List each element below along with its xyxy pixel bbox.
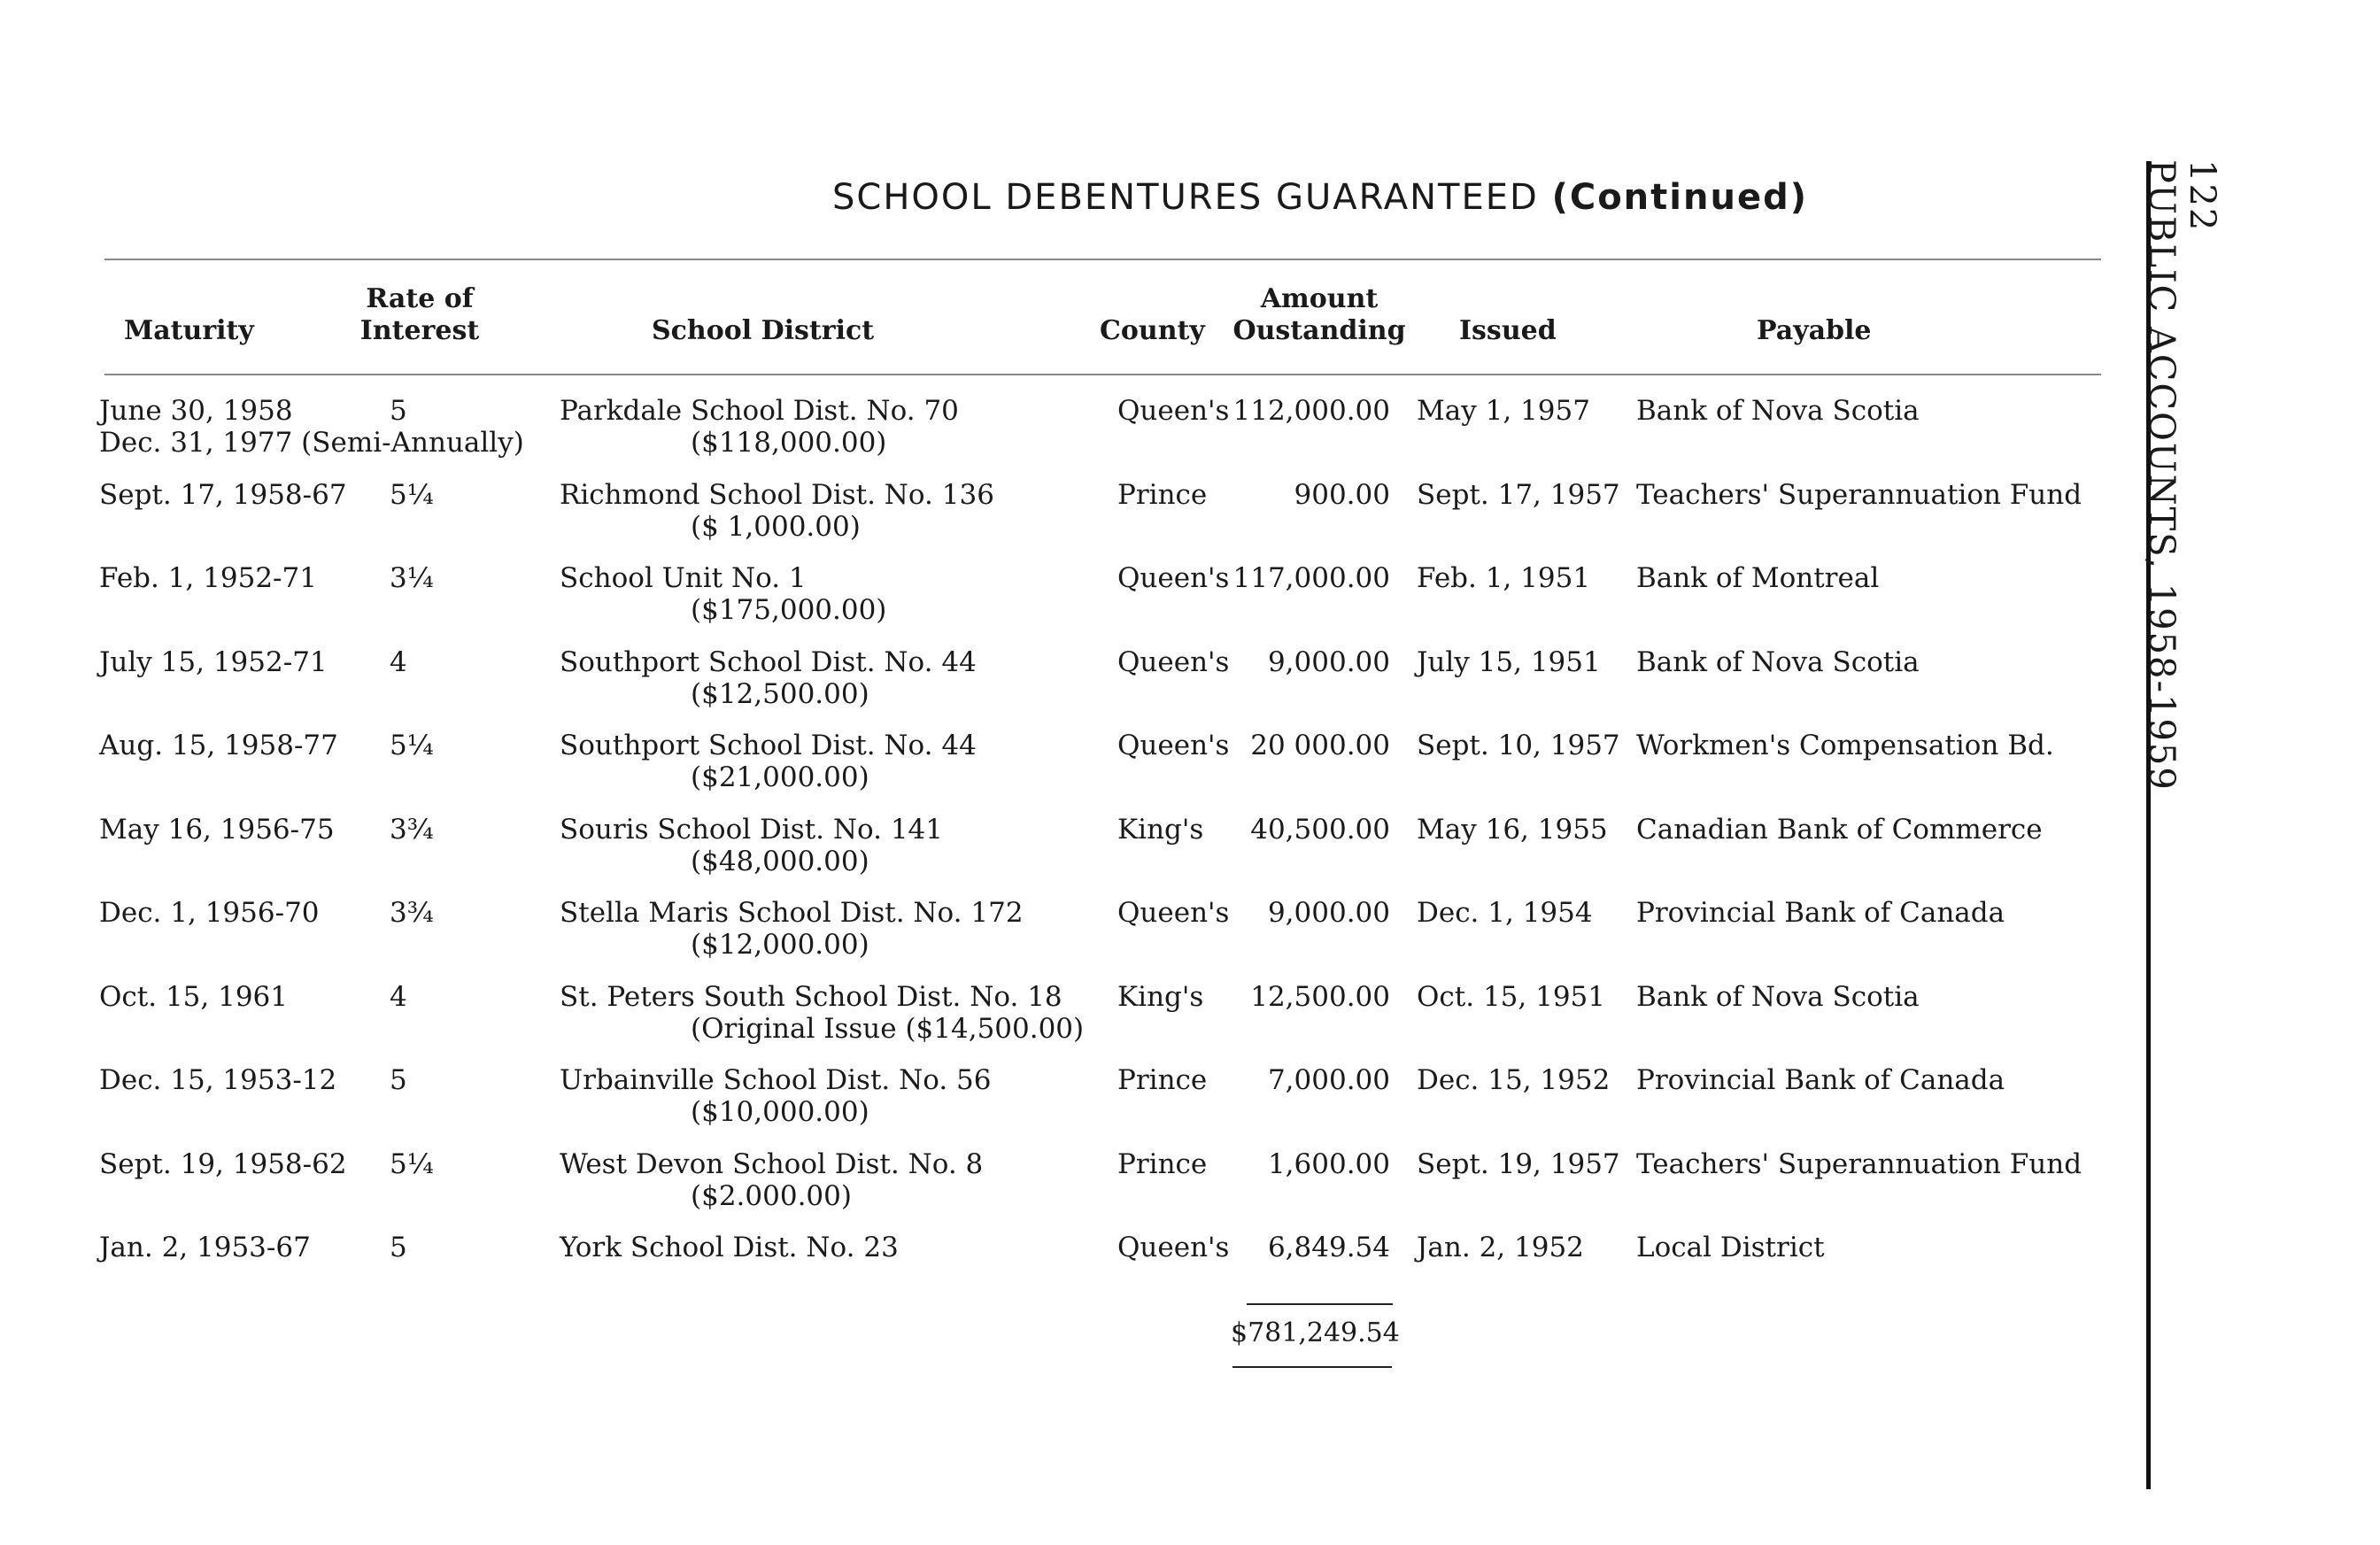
page-title	[832, 177, 1895, 218]
table-row	[0, 395, 2380, 475]
issued-cell: Jan. 2, 1952	[1417, 1232, 1584, 1263]
school-district-cell: Parkdale School Dist. No. 70	[560, 395, 959, 427]
original-issue-cell: ($48,000.00)	[691, 845, 869, 877]
maturity-cell: Sept. 17, 1958-67	[99, 478, 347, 511]
rate-cell: 4	[390, 645, 407, 678]
payable-cell: Teachers' Superannuation Fund	[1636, 1147, 2082, 1180]
county-cell: Queen's	[1117, 897, 1230, 929]
original-issue-cell: ($21,000.00)	[691, 761, 869, 793]
original-issue-cell: ($118,000.00)	[691, 427, 887, 459]
county-cell: Queen's	[1117, 645, 1230, 678]
payable-cell: Workmen's Compensation Bd.	[1636, 730, 2054, 761]
original-issue-cell: ($ 1,000.00)	[691, 510, 861, 543]
payable-cell: Bank of Montreal	[1636, 562, 1880, 594]
payable-cell: Provincial Bank of Canada	[1636, 897, 2005, 929]
amount-outstanding-cell: 900.00	[1294, 478, 1390, 511]
payable-cell: Canadian Bank of Commerce	[1636, 813, 2043, 846]
table-row	[0, 1232, 2380, 1311]
amount-outstanding-cell: 1,600.00	[1267, 1147, 1390, 1180]
county-cell: Prince	[1117, 1064, 1208, 1096]
amount-outstanding-cell: 112,000.00	[1232, 395, 1390, 427]
maturity-cell: Sept. 19, 1958-62	[99, 1147, 347, 1180]
header-top-rule	[104, 259, 2101, 260]
header-bottom-rule	[104, 374, 2101, 375]
maturity-second-line-cell: Dec. 31, 1977 (Semi-Annually)	[99, 427, 524, 459]
running-head	[2141, 159, 2222, 1133]
county-cell: Prince	[1117, 478, 1208, 511]
school-district-cell: School Unit No. 1	[560, 562, 807, 594]
school-district-cell: Southport School Dist. No. 44	[560, 730, 977, 761]
school-district-cell: Richmond School Dist. No. 136	[560, 478, 994, 511]
payable-cell: Bank of Nova Scotia	[1636, 645, 1920, 678]
rate-cell: 5	[390, 1232, 407, 1263]
amount-outstanding-cell: 7,000.00	[1267, 1064, 1390, 1096]
issued-cell: Oct. 15, 1951	[1417, 980, 1605, 1013]
rate-cell: 3¾	[390, 897, 434, 929]
table-row	[0, 646, 2380, 726]
table-row	[0, 897, 2380, 977]
table-row	[0, 814, 2380, 893]
title-continued: (Continued)	[1551, 177, 1808, 218]
title-main: SCHOOL DEBENTURES GUARANTEED	[832, 177, 1539, 218]
amount-outstanding-cell: 117,000.00	[1232, 562, 1390, 594]
rate-cell: 5	[390, 395, 407, 427]
issued-cell: Dec. 15, 1952	[1417, 1064, 1611, 1096]
school-district-cell: York School Dist. No. 23	[560, 1232, 899, 1263]
table-row	[0, 562, 2380, 642]
payable-cell: Bank of Nova Scotia	[1636, 395, 1920, 427]
original-issue-cell: ($10,000.00)	[691, 1096, 869, 1128]
header-rate-line2: Interest	[359, 315, 480, 346]
county-cell: Queen's	[1117, 730, 1230, 761]
payable-cell: Teachers' Superannuation Fund	[1636, 478, 2082, 511]
issued-cell: Feb. 1, 1951	[1417, 562, 1591, 594]
school-district-cell: Urbainville School Dist. No. 56	[560, 1064, 992, 1096]
table-row	[0, 479, 2380, 559]
amount-outstanding-cell: 9,000.00	[1267, 897, 1390, 929]
maturity-cell: Aug. 15, 1958-77	[99, 730, 338, 761]
rate-cell: 5	[390, 1064, 407, 1096]
maturity-cell: June 30, 1958	[99, 395, 293, 427]
county-cell: King's	[1117, 980, 1204, 1013]
issued-cell: Sept. 17, 1957	[1417, 478, 1620, 511]
payable-cell: Bank of Nova Scotia	[1636, 980, 1920, 1013]
amount-outstanding-cell: 20 000.00	[1250, 730, 1390, 761]
payable-cell: Local District	[1636, 1232, 1825, 1263]
amount-outstanding-cell: 9,000.00	[1267, 645, 1390, 678]
county-cell: Queen's	[1117, 395, 1230, 427]
original-issue-cell: ($12,000.00)	[691, 929, 869, 961]
original-issue-cell: ($2.000.00)	[691, 1179, 852, 1212]
header-rate	[358, 283, 482, 347]
header-rate-line1: Rate of	[366, 283, 474, 314]
table-row	[0, 1148, 2380, 1228]
maturity-cell: Dec. 1, 1956-70	[99, 897, 320, 929]
table-row	[0, 730, 2380, 809]
header-county: County	[1100, 315, 1205, 346]
total-rule-bottom	[1232, 1366, 1392, 1368]
amount-outstanding-cell: 6,849.54	[1267, 1232, 1390, 1263]
maturity-cell: July 15, 1952-71	[99, 645, 328, 678]
school-district-cell: Stella Maris School Dist. No. 172	[560, 897, 1024, 929]
rate-cell: 5¼	[390, 478, 434, 511]
issued-cell: July 15, 1951	[1417, 645, 1601, 678]
school-district-cell: St. Peters South School Dist. No. 18	[560, 980, 1062, 1013]
header-issued: Issued	[1459, 315, 1557, 346]
county-cell: King's	[1117, 813, 1204, 846]
total-rule-top	[1247, 1303, 1393, 1305]
table-row	[0, 981, 2380, 1061]
header-payable: Payable	[1757, 315, 1872, 346]
maturity-cell: Jan. 2, 1953-67	[99, 1232, 311, 1263]
issued-cell: Dec. 1, 1954	[1417, 897, 1593, 929]
maturity-cell: Dec. 15, 1953-12	[99, 1064, 337, 1096]
issued-cell: May 16, 1955	[1417, 813, 1608, 846]
original-issue-cell: ($12,500.00)	[691, 677, 869, 710]
school-district-cell: Souris School Dist. No. 141	[560, 813, 943, 846]
original-issue-cell: ($175,000.00)	[691, 594, 887, 626]
issued-cell: Sept. 10, 1957	[1417, 730, 1620, 761]
maturity-cell: May 16, 1956-75	[99, 813, 335, 846]
county-cell: Prince	[1117, 1147, 1208, 1180]
issued-cell: Sept. 19, 1957	[1417, 1147, 1620, 1180]
rate-cell: 3¼	[390, 562, 434, 594]
school-district-cell: West Devon School Dist. No. 8	[560, 1147, 984, 1180]
school-district-cell: Southport School Dist. No. 44	[560, 645, 977, 678]
rate-cell: 3¾	[390, 813, 434, 846]
maturity-cell: Oct. 15, 1961	[99, 980, 288, 1013]
county-cell: Queen's	[1117, 1232, 1230, 1263]
header-amount	[1231, 283, 1408, 347]
rate-cell: 5¼	[390, 730, 434, 761]
issued-cell: May 1, 1957	[1417, 395, 1590, 427]
rate-cell: 4	[390, 980, 407, 1013]
table-row	[0, 1064, 2380, 1144]
header-amount-line2: Oustanding	[1232, 315, 1406, 346]
running-title: PUBLIC ACCOUNTS, 1958-1959	[2141, 159, 2182, 792]
original-issue-cell: (Original Issue ($14,500.00)	[691, 1012, 1085, 1045]
header-amount-line1: Amount	[1260, 283, 1379, 314]
payable-cell: Provincial Bank of Canada	[1636, 1064, 2005, 1096]
amount-outstanding-cell: 12,500.00	[1250, 980, 1390, 1013]
header-district: School District	[652, 315, 875, 346]
county-cell: Queen's	[1117, 562, 1230, 594]
maturity-cell: Feb. 1, 1952-71	[99, 562, 317, 594]
total-amount: $781,249.54	[1231, 1317, 1400, 1348]
page-number: 122	[2182, 159, 2222, 233]
amount-outstanding-cell: 40,500.00	[1250, 813, 1390, 846]
rate-cell: 5¼	[390, 1147, 434, 1180]
header-maturity: Maturity	[124, 315, 254, 346]
